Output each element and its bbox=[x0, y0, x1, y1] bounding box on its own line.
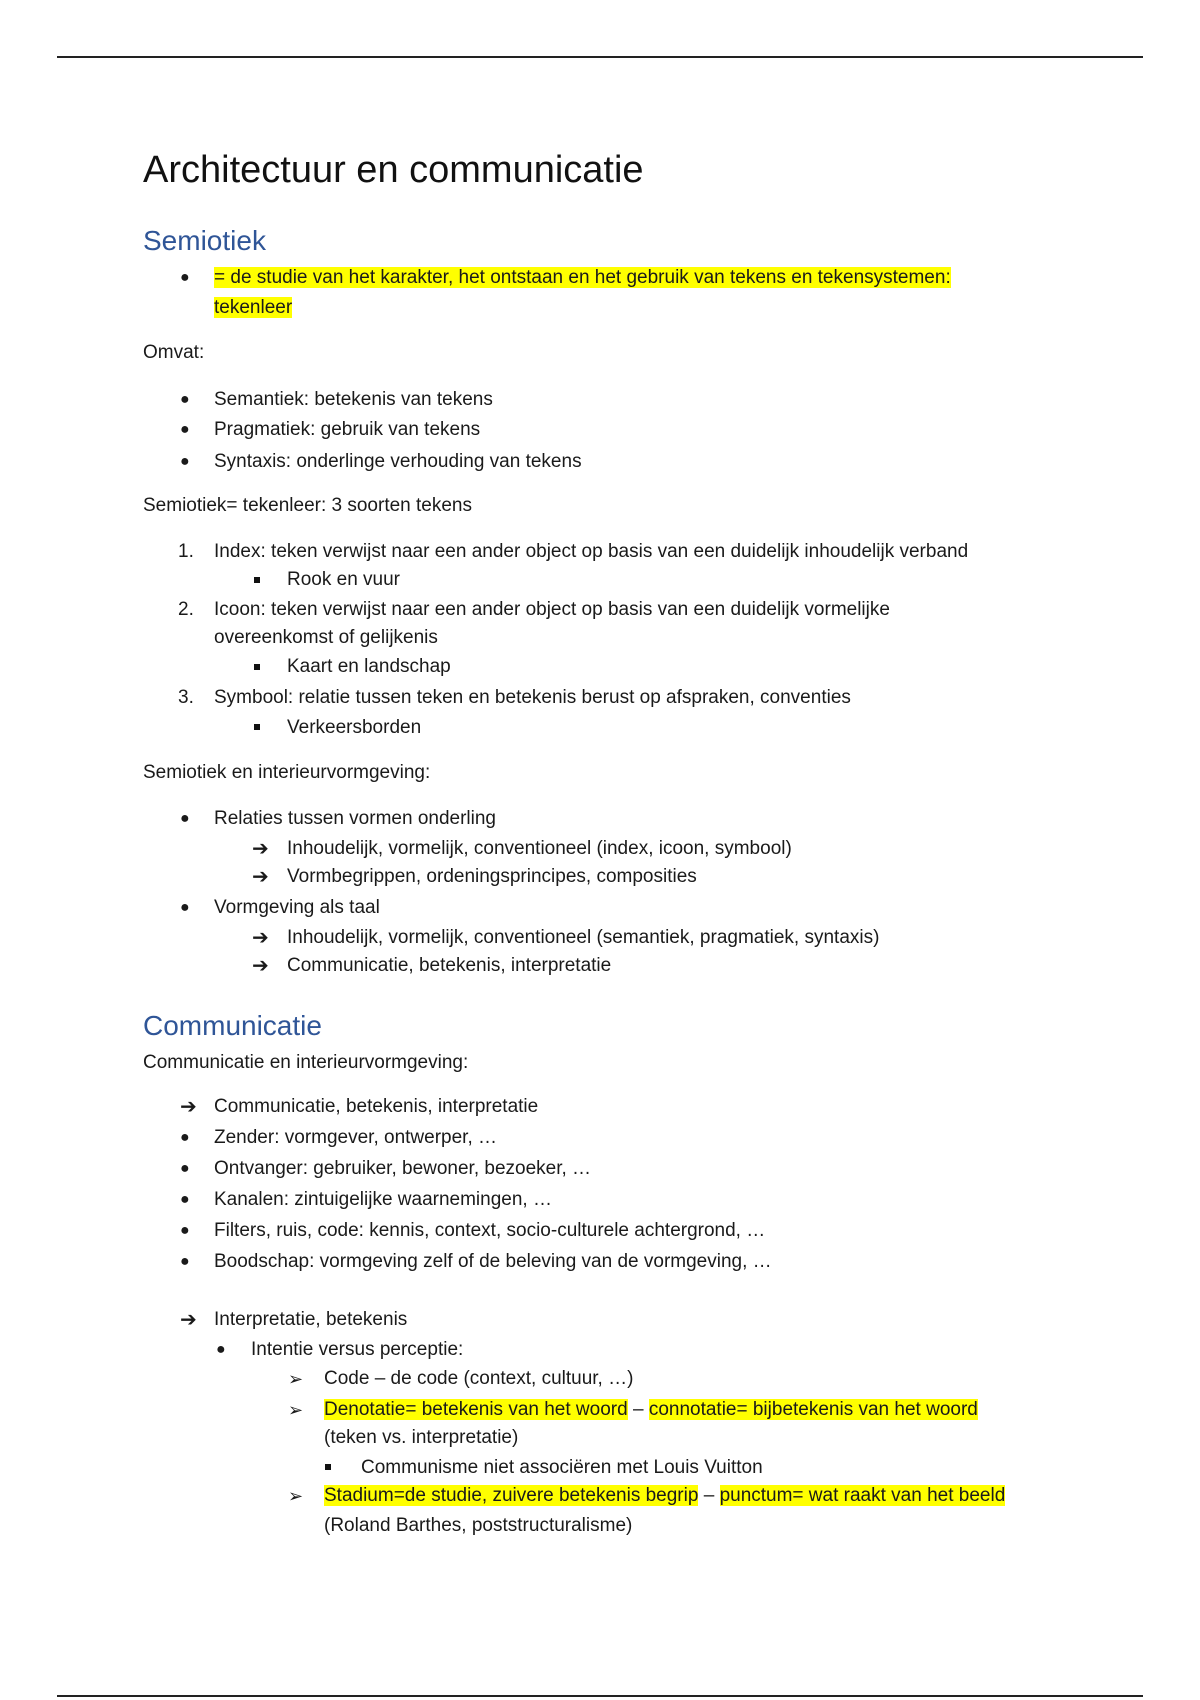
soorten-intro: Semiotiek= tekenleer: 3 soorten tekens bbox=[143, 495, 472, 516]
bullet-icon: ● bbox=[180, 899, 190, 916]
square-bullet-icon bbox=[254, 724, 260, 730]
heading-communicatie: Communicatie bbox=[143, 1010, 322, 1041]
list-item: Semantiek: betekenis van tekens bbox=[214, 389, 493, 410]
square-bullet-icon bbox=[254, 577, 260, 583]
bullet-icon: ● bbox=[180, 453, 190, 470]
definition-line-1: = de studie van het karakter, het ontstaan en het gebruik van tekens en tekensystemen: bbox=[214, 267, 951, 288]
sub-item: Verkeersborden bbox=[287, 717, 422, 738]
bullet-icon: ● bbox=[180, 421, 190, 438]
bullet-icon: ● bbox=[180, 1160, 190, 1177]
definition-line-2: tekenleer bbox=[214, 297, 293, 318]
triangle-bullet-icon: ➢ bbox=[288, 1400, 304, 1420]
list-item: Symbool: relatie tussen teken en betekenis berust op afspraken, conventies bbox=[214, 687, 851, 708]
bullet-icon: ● bbox=[216, 1341, 226, 1358]
arrow-right-icon: ➔ bbox=[252, 955, 269, 977]
sub-item: Vormbegrippen, ordeningsprincipes, composities bbox=[287, 866, 697, 887]
square-bullet-icon bbox=[325, 1464, 331, 1470]
stadium-highlight: Stadium=de studie, zuivere betekenis begrip bbox=[324, 1485, 699, 1506]
page-title: Architectuur en communicatie bbox=[143, 149, 644, 191]
list-item: Pragmatiek: gebruik van tekens bbox=[214, 419, 481, 440]
list-item-continuation: overeenkomst of gelijkenis bbox=[214, 627, 438, 648]
communicatie-intro: Communicatie en interieurvormgeving: bbox=[143, 1052, 469, 1073]
bullet-icon: ● bbox=[180, 391, 190, 408]
arrow-right-icon: ➔ bbox=[180, 1096, 197, 1118]
square-bullet-icon bbox=[254, 664, 260, 670]
sub-sub-item: Communisme niet associëren met Louis Vuitton bbox=[361, 1457, 763, 1478]
sub-item: Rook en vuur bbox=[287, 569, 401, 590]
list-item: Interpretatie, betekenis bbox=[214, 1309, 408, 1330]
sub-item-continuation: (Roland Barthes, poststructuralisme) bbox=[324, 1515, 633, 1536]
list-item: Intentie versus perceptie: bbox=[251, 1339, 464, 1360]
bullet-icon: ● bbox=[180, 1222, 190, 1239]
bullet-icon: ● bbox=[180, 1253, 190, 1270]
sub-item: Code – de code (context, cultuur, …) bbox=[324, 1368, 634, 1389]
arrow-right-icon: ➔ bbox=[252, 866, 269, 888]
list-item: Filters, ruis, code: kennis, context, socio-culturele achtergrond, … bbox=[214, 1220, 766, 1241]
omvat-label: Omvat: bbox=[143, 342, 205, 363]
sub-item: Communicatie, betekenis, interpretatie bbox=[287, 955, 612, 976]
bullet-icon: ● bbox=[180, 269, 190, 286]
bullet-icon: ● bbox=[180, 810, 190, 827]
sub-item-continuation: (teken vs. interpretatie) bbox=[324, 1427, 519, 1448]
sub-item: Kaart en landschap bbox=[287, 656, 451, 677]
punctum-highlight: punctum= wat raakt van het beeld bbox=[719, 1485, 1006, 1506]
list-item: Zender: vormgever, ontwerper, … bbox=[214, 1127, 498, 1148]
arrow-right-icon: ➔ bbox=[180, 1309, 197, 1331]
list-item: Syntaxis: onderlinge verhouding van tekens bbox=[214, 451, 582, 472]
stadium-line: Stadium=de studie, zuivere betekenis begrip – punctum= wat raakt van het beeld bbox=[324, 1485, 1006, 1506]
list-number: 2. bbox=[178, 599, 194, 620]
list-item: Icoon: teken verwijst naar een ander object op basis van een duidelijk vormelijke bbox=[214, 599, 890, 620]
sub-item: Inhoudelijk, vormelijk, conventioneel (semantiek, pragmatiek, syntaxis) bbox=[287, 927, 880, 948]
list-item: Boodschap: vormgeving zelf of de beleving van de vormgeving, … bbox=[214, 1251, 772, 1272]
list-item: Index: teken verwijst naar een ander object op basis van een duidelijk inhoudelijk verband bbox=[214, 541, 969, 562]
top-rule bbox=[57, 56, 1143, 58]
triangle-bullet-icon: ➢ bbox=[288, 1486, 304, 1506]
denotatie-line: Denotatie= betekenis van het woord – connotatie= bijbetekenis van het woord bbox=[324, 1399, 978, 1420]
bottom-rule bbox=[57, 1695, 1143, 1697]
list-item: Relaties tussen vormen onderling bbox=[214, 808, 496, 829]
arrow-right-icon: ➔ bbox=[252, 838, 269, 860]
sub-item: Inhoudelijk, vormelijk, conventioneel (index, icoon, symbool) bbox=[287, 838, 792, 859]
list-item: Communicatie, betekenis, interpretatie bbox=[214, 1096, 539, 1117]
list-number: 1. bbox=[178, 541, 194, 562]
bullet-icon: ● bbox=[180, 1191, 190, 1208]
list-item: Vormgeving als taal bbox=[214, 897, 380, 918]
arrow-right-icon: ➔ bbox=[252, 927, 269, 949]
bullet-icon: ● bbox=[180, 1129, 190, 1146]
interieur-intro: Semiotiek en interieurvormgeving: bbox=[143, 762, 431, 783]
heading-semiotiek: Semiotiek bbox=[143, 225, 266, 256]
denotatie-highlight: Denotatie= betekenis van het woord bbox=[324, 1399, 628, 1420]
list-item: Kanalen: zintuigelijke waarnemingen, … bbox=[214, 1189, 552, 1210]
list-item: Ontvanger: gebruiker, bewoner, bezoeker, … bbox=[214, 1158, 592, 1179]
list-number: 3. bbox=[178, 687, 194, 708]
connotatie-highlight: connotatie= bijbetekenis van het woord bbox=[648, 1399, 978, 1420]
triangle-bullet-icon: ➢ bbox=[288, 1369, 304, 1389]
